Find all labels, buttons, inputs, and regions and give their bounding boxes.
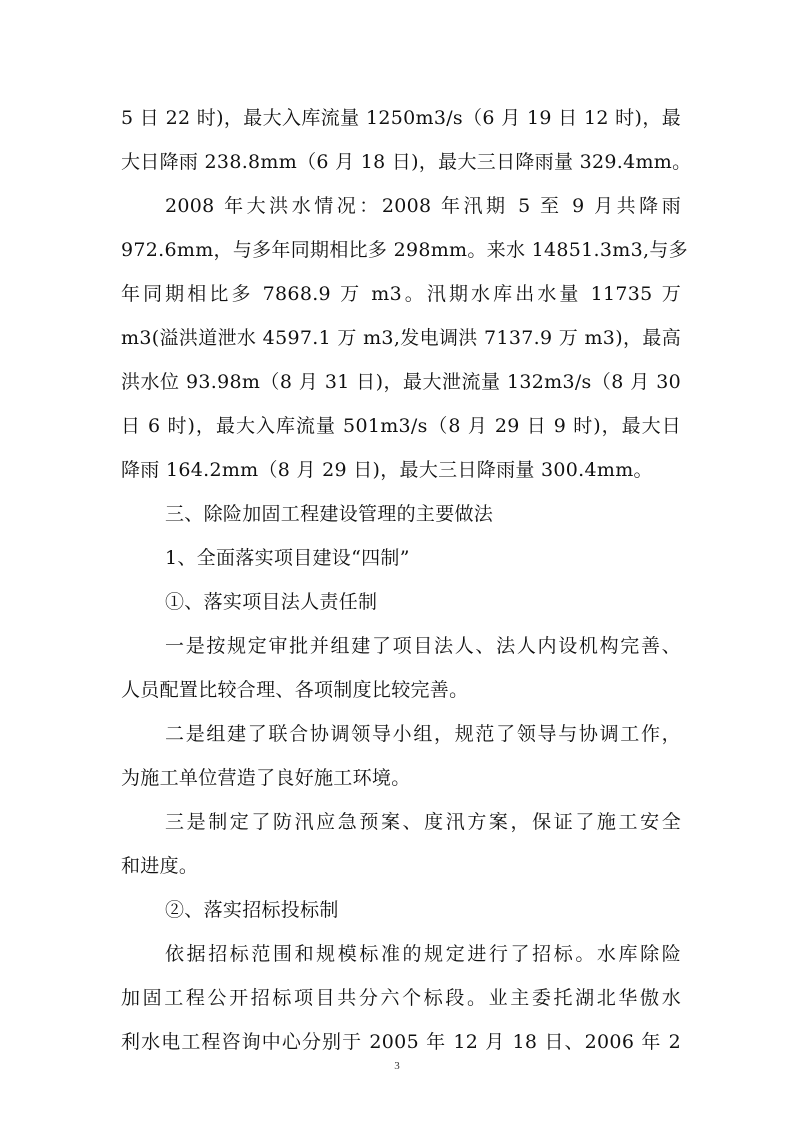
text-line: 一是按规定审批并组建了项目法人、法人内设机构完善、	[165, 635, 681, 657]
subsection-heading: 1、全面落实项目建设“四制”	[165, 547, 410, 569]
text-line: 依据招标范围和规模标准的规定进行了招标。水库除险	[165, 943, 681, 965]
text-line: 加固工程公开招标项目共分六个标段。业主委托湖北华傲水	[121, 987, 681, 1009]
text-line: 和进度。	[121, 855, 199, 877]
text-line: 二是组建了联合协调领导小组，规范了领导与协调工作，	[165, 723, 681, 745]
text-line: 2008 年大洪水情况：2008 年汛期 5 至 9 月共降雨	[165, 195, 681, 217]
section-heading: 三、除险加固工程建设管理的主要做法	[165, 503, 494, 525]
item-heading: ①、落实项目法人责任制	[165, 591, 378, 613]
text-line: 年同期相比多 7868.9 万 m3。汛期水库出水量 11735 万	[121, 283, 681, 305]
text-line: 利水电工程咨询中心分别于 2005 年 12 月 18 日、2006 年 2	[121, 1031, 681, 1053]
text-line: 降雨 164.2mm（8 月 29 日)，最大三日降雨量 300.4mm。	[121, 459, 653, 481]
text-line: 三是制定了防汛应急预案、度汛方案，保证了施工安全	[165, 811, 681, 833]
page-number: 3	[394, 1060, 400, 1072]
text-line: 972.6mm，与多年同期相比多 298mm。来水 14851.3m3,与多	[121, 239, 688, 261]
text-line: 大日降雨 238.8mm（6 月 18 日)，最大三日降雨量 329.4mm。	[121, 151, 692, 173]
text-line: 为施工单位营造了良好施工环境。	[121, 767, 411, 789]
item-heading: ②、落实招标投标制	[165, 899, 339, 921]
text-line: m3(溢洪道泄水 4597.1 万 m3,发电调洪 7137.9 万 m3)，最高	[121, 327, 681, 349]
text-line: 人员配置比较合理、各项制度比较完善。	[121, 679, 469, 701]
text-line: 洪水位 93.98m（8 月 31 日)，最大泄流量 132m3/s（8 月 30	[121, 371, 681, 393]
text-line: 5 日 22 时)，最大入库流量 1250m3/s（6 月 19 日 12 时)，最	[121, 107, 681, 129]
text-line: 日 6 时)，最大入库流量 501m3/s（8 月 29 日 9 时)，最大日	[121, 415, 681, 437]
